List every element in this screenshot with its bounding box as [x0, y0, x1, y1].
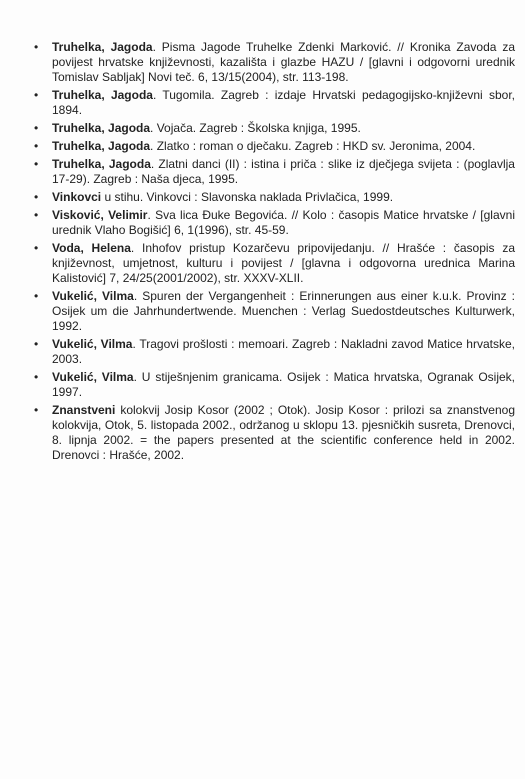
bibliography-entry — [0, 289, 525, 334]
entry-text: . Pisma Jagode Truhelke Zdenki Marković. // Kronika Zavoda za povijest hrvatske književnosti, kazališta i glazbe HAZU / [glavni i odgovorni urednik Tomislav Sabljak] Novi teč. 6, 13/15(2004), str. 113-198. — [52, 40, 515, 84]
entry-author: Truhelka, Jagoda — [52, 157, 151, 171]
bibliography-entry — [0, 370, 525, 400]
bullet-icon: • — [34, 139, 39, 153]
entry-text: . U stiješnjenim granicama. Osijek : Matica hrvatska, Ogranak Osijek, 1997. — [52, 370, 515, 399]
entry-author: Truhelka, Jagoda — [52, 121, 151, 135]
entry-author: Truhelka, Jagoda — [52, 139, 151, 153]
entry-text: . Zlatni danci (II) : istina i priča : slike iz dječjega svijeta : (poglavlja 17-29). Zagreb : Naša djeca, 1995. — [52, 157, 515, 186]
bibliography-entry — [0, 208, 525, 238]
entry-text: . Tugomila. Zagreb : izdaje Hrvatski pedagogijsko-književni sbor, 1894. — [52, 88, 515, 117]
bullet-icon: • — [34, 88, 39, 102]
entry-author: Vinkovci — [52, 190, 102, 204]
bibliography-entry — [0, 139, 525, 154]
entry-text: . Vojača. Zagreb : Školska knjiga, 1995. — [150, 121, 361, 135]
bullet-icon: • — [34, 241, 39, 255]
entry-author: Vukelić, Vilma — [52, 289, 134, 303]
bullet-icon: • — [34, 370, 39, 384]
entry-author: Vukelić, Vilma — [52, 337, 133, 351]
entry-text: u stihu. Vinkovci : Slavonska naklada Privlačica, 1999. — [101, 190, 394, 204]
entry-text: . Inhofov pristup Kozarčevu pripovijedanju. // Hrašće : časopis za književnost, umjetnost, kulturu i povijest / [glavna i odgovorna urednica Marina Kalistović] 7, 24/25(2001/2002), str. XXXV-XLII. — [52, 241, 515, 285]
bibliography-entry — [0, 190, 525, 205]
entry-author: Truhelka, Jagoda — [52, 88, 153, 102]
entry-author: Znanstveni — [52, 403, 116, 417]
entry-text: . Tragovi prošlosti : memoari. Zagreb : Nakladni zavod Matice hrvatske, 2003. — [52, 337, 515, 366]
entry-text: . Spuren der Vergangenheit : Erinnerungen aus einer k.u.k. Provinz : Osijek um die Jahrhundertwende. Muenchen : Verlag Suedostdeutsches Kulturwerk, 1992. — [52, 289, 515, 333]
bullet-icon: • — [34, 403, 39, 417]
bullet-icon: • — [34, 157, 39, 171]
entry-author: Vukelić, Vilma — [52, 370, 134, 384]
entry-text: kolokvij Josip Kosor (2002 ; Otok). Josip Kosor : prilozi sa znanstvenog kolokvija, Otok, 5. listopada 2002., održanog u sklopu 13. pjesničkih susreta, Drenovci, 8. lipnja 2002. = the papers presented at the scientific conference held in 2002. Drenovci : Hrašće, 2002. — [52, 403, 515, 462]
bibliography-entry — [0, 337, 525, 367]
bibliography-entry — [0, 403, 525, 463]
bullet-icon: • — [34, 40, 39, 54]
entry-text: . Sva lica Đuke Begovića. // Kolo : časopis Matice hrvatske / [glavni urednik Vlaho Bogišić] 6, 1(1996), str. 45-59. — [52, 208, 515, 237]
bibliography-entry — [0, 157, 525, 187]
bibliography-entry — [0, 40, 525, 85]
bullet-icon: • — [34, 337, 39, 351]
entry-author: Truhelka, Jagoda — [52, 40, 153, 54]
bibliography-list — [0, 40, 525, 466]
entry-author: Voda, Helena — [52, 241, 131, 255]
bullet-icon: • — [34, 121, 39, 135]
bibliography-entry — [0, 121, 525, 136]
bullet-icon: • — [34, 208, 39, 222]
bibliography-entry — [0, 88, 525, 118]
entry-author: Visković, Velimir — [52, 208, 148, 222]
bullet-icon: • — [34, 190, 39, 204]
entry-text: . Zlatko : roman o dječaku. Zagreb : HKD sv. Jeronima, 2004. — [150, 139, 476, 153]
bibliography-entry — [0, 241, 525, 286]
bullet-icon: • — [34, 289, 39, 303]
